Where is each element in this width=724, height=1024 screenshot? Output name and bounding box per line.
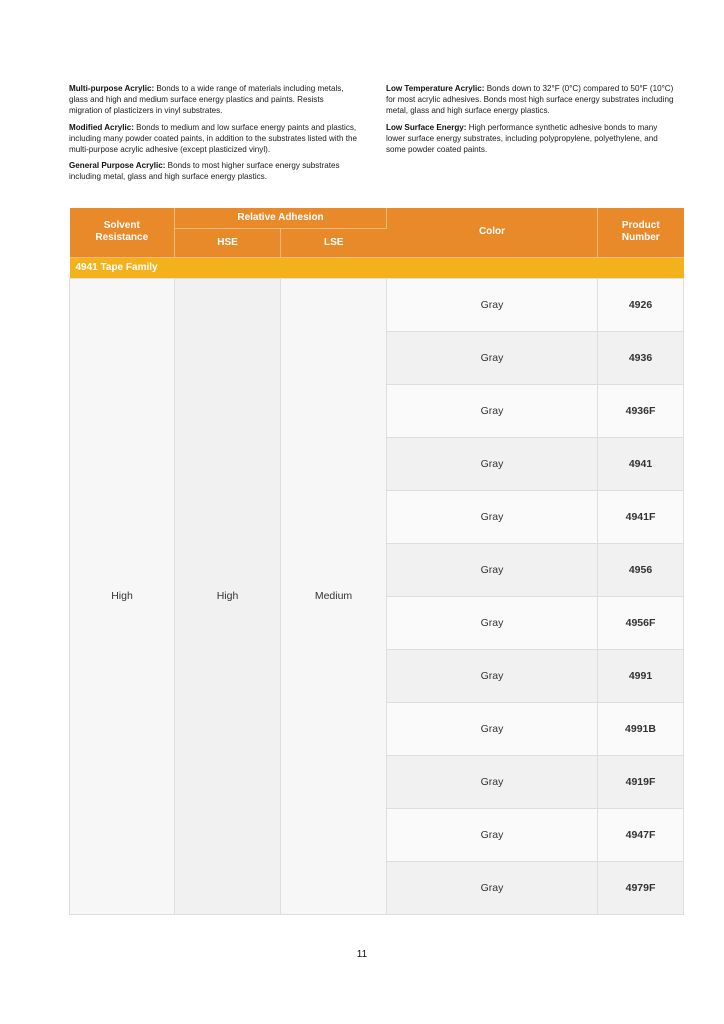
definition-term: Modified Acrylic: <box>69 122 134 132</box>
product-number-cell: 4936F <box>598 384 684 437</box>
definition-general-purpose-acrylic <box>69 161 359 183</box>
definition-text: Bonds to most higher surface energy substrates including metal, glass and high surface energy plastics. <box>69 161 340 182</box>
lse-value: Medium <box>281 278 387 914</box>
color-cell: Gray <box>387 437 598 490</box>
page-number: 11 <box>356 949 368 960</box>
color-cell: Gray <box>387 808 598 861</box>
product-table <box>69 208 684 915</box>
definitions-left-column <box>69 84 359 189</box>
header-color: Color <box>387 208 598 257</box>
color-cell: Gray <box>387 649 598 702</box>
product-number-cell: 4941F <box>598 490 684 543</box>
header-hse: HSE <box>175 228 281 257</box>
color-cell: Gray <box>387 384 598 437</box>
product-number-cell: 4991 <box>598 649 684 702</box>
product-number-cell: 4956F <box>598 596 684 649</box>
definition-low-temperature-acrylic <box>386 84 676 117</box>
definition-text: Bonds to medium and low surface energy paints and plastics, including many powder coated paints, in addition to the substrates listed with the multi-purpose acrylic adhesive (except plasticized vinyl). <box>69 122 357 154</box>
color-cell: Gray <box>387 596 598 649</box>
definition-multi-purpose-acrylic <box>69 84 359 117</box>
color-cell: Gray <box>387 490 598 543</box>
definition-term: Low Temperature Acrylic: <box>386 84 485 93</box>
definition-term: General Purpose Acrylic: <box>69 161 166 171</box>
header-lse: LSE <box>281 228 387 257</box>
color-cell: Gray <box>387 278 598 331</box>
definition-term: Multi-purpose Acrylic: <box>69 84 155 93</box>
definition-text: Bonds to a wide range of materials including metals, glass and high and medium surface energy plastics and paints. Resists migration of plasticizers in vinyl substrates. <box>69 84 344 115</box>
product-number-cell: 4926 <box>598 278 684 331</box>
product-number-cell: 4936 <box>598 331 684 384</box>
definition-term: Low Surface Energy: <box>386 122 467 132</box>
definitions-right-column <box>386 84 676 161</box>
product-number-cell: 4956 <box>598 543 684 596</box>
color-cell: Gray <box>387 755 598 808</box>
solvent-resistance-value: High <box>70 278 175 914</box>
product-number-cell: 4991B <box>598 702 684 755</box>
color-cell: Gray <box>387 702 598 755</box>
color-cell: Gray <box>387 331 598 384</box>
product-number-cell: 4979F <box>598 861 684 914</box>
color-cell: Gray <box>387 543 598 596</box>
product-number-cell: 4947F <box>598 808 684 861</box>
table-row <box>70 278 684 331</box>
family-row <box>70 257 684 278</box>
header-solvent-resistance: Solvent Resistance <box>70 208 175 257</box>
product-number-cell: 4919F <box>598 755 684 808</box>
product-number-cell: 4941 <box>598 437 684 490</box>
hse-value: High <box>175 278 281 914</box>
color-cell: Gray <box>387 861 598 914</box>
header-product-number: Product Number <box>598 208 684 257</box>
definition-modified-acrylic <box>69 123 359 156</box>
definition-low-surface-energy <box>386 123 676 156</box>
definition-text: High performance synthetic adhesive bonds to many lower surface energy substrates, including polypropylene, polyethylene, and some powder coated paints. <box>386 122 658 154</box>
header-relative-adhesion: Relative Adhesion <box>175 208 387 228</box>
family-label: 4941 Tape Family <box>70 257 684 278</box>
definition-text: Bonds down to 32°F (0°C) compared to 50°F (10°C) for most acrylic adhesives. Bonds most high surface energy substrates including metal, glass and high surface energy plastics. <box>386 84 674 115</box>
